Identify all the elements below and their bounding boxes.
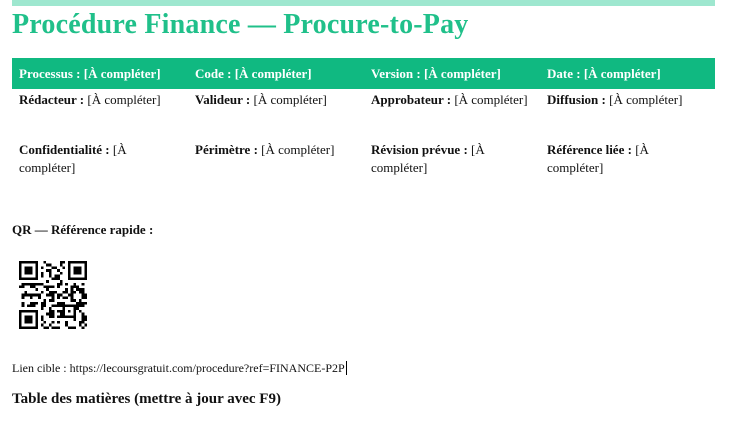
header-version[interactable]: Version : [À compléter]: [364, 58, 540, 89]
metadata-row: [12, 127, 715, 185]
cell-redacteur[interactable]: [12, 89, 188, 127]
cell-value: [À compléter]: [19, 142, 127, 175]
cell-reference-liee[interactable]: [540, 127, 715, 185]
cell-value: [À compléter]: [371, 142, 485, 175]
metadata-row: [12, 89, 715, 127]
cell-approbateur[interactable]: [364, 89, 540, 127]
cell-value: [À compléter]: [84, 92, 161, 107]
cell-value: [À compléter]: [257, 142, 335, 157]
cell-label: Confidentialité :: [19, 142, 110, 157]
text-cursor: [346, 361, 347, 375]
cell-value: [À compléter]: [605, 92, 683, 107]
metadata-header-row: [12, 58, 715, 89]
cell-label: Rédacteur :: [19, 92, 85, 107]
cell-valideur[interactable]: [188, 89, 364, 127]
header-date[interactable]: Date : [À compléter]: [540, 58, 715, 89]
cell-revision-prevue[interactable]: [364, 127, 540, 185]
top-accent-rule: [12, 0, 715, 6]
cell-label: Périmètre :: [195, 142, 258, 157]
document-title: Procédure Finance — Procure-to-Pay: [12, 9, 469, 40]
cell-perimetre[interactable]: [188, 127, 364, 185]
qr-heading: QR — Référence rapide :: [12, 222, 154, 237]
cell-confidentialite[interactable]: [12, 127, 188, 185]
cell-value: [À compléter]: [547, 142, 649, 175]
header-code[interactable]: Code : [À compléter]: [188, 58, 364, 89]
toc-heading: Table des matières (mettre à jour avec F9): [12, 391, 281, 407]
cell-diffusion[interactable]: [540, 89, 715, 127]
cell-label: Diffusion :: [547, 92, 606, 107]
target-link-text: Lien cible : https://lecoursgratuit.com/procedure?ref=FINANCE-P2P: [12, 361, 345, 375]
cell-value: [À compléter]: [250, 92, 327, 107]
cell-label: Approbateur :: [371, 92, 452, 107]
qr-code-icon: [19, 261, 87, 329]
metadata-table: [12, 58, 715, 185]
target-link-line[interactable]: [12, 361, 347, 376]
cell-label: Révision prévue :: [371, 142, 468, 157]
cell-label: Référence liée :: [547, 142, 632, 157]
header-processus[interactable]: Processus : [À compléter]: [12, 58, 188, 89]
cell-label: Valideur :: [195, 92, 251, 107]
cell-value: [À compléter]: [451, 92, 528, 107]
